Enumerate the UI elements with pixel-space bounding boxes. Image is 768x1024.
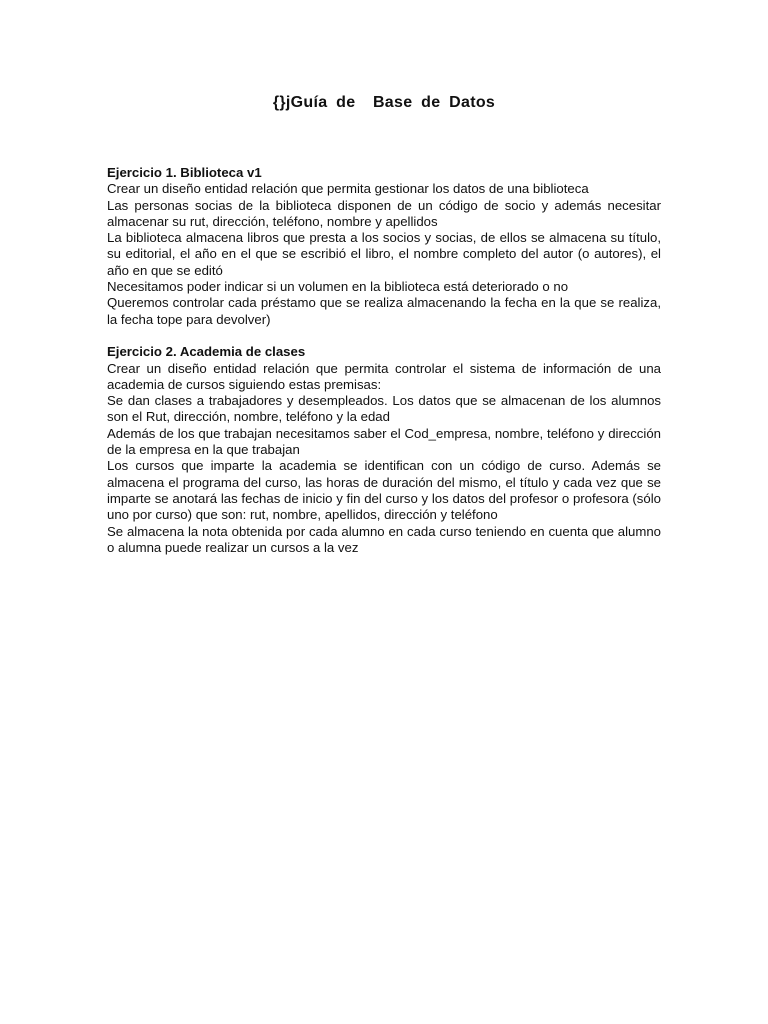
exercise-paragraph: La biblioteca almacena libros que presta a los socios y socias, de ellos se almacena su título, su editorial, el año en el que se escribió el libro, el nombre completo del autor (o autores), el año en que se editó [107, 230, 661, 278]
exercise-heading: Ejercicio 2. Academia de clases [107, 344, 306, 360]
exercise-paragraph: Además de los que trabajan necesitamos saber el Cod_empresa, nombre, teléfono y dirección de la empresa en la que trabajan [107, 425, 661, 458]
exercise-2 [107, 344, 661, 556]
exercise-1 [107, 165, 661, 328]
exercise-paragraph: Se almacena la nota obtenida por cada alumno en cada curso teniendo en cuenta que alumno o alumna puede realizar un cursos a la vez [107, 523, 661, 555]
exercise-paragraph: Crear un diseño entidad relación que permita controlar el sistema de información de una academia de cursos siguiendo estas premisas: [107, 360, 661, 392]
document-body [107, 165, 661, 572]
exercise-paragraph: Necesitamos poder indicar si un volumen en la biblioteca está deteriorado o no [107, 279, 569, 295]
document-title: {}jGuía de Base de Datos [272, 94, 496, 111]
exercise-paragraph: Los cursos que imparte la academia se identifican con un código de curso. Además se almacena el programa del curso, las horas de duración del mismo, el título y cada vez que se imparte se anotará las fechas de inicio y fin del curso y los datos del profesor o profesora (sólo uno por curso) que son: rut, nombre, apellidos, dirección y teléfono [107, 458, 661, 523]
exercise-paragraph: Las personas socias de la biblioteca disponen de un código de socio y además necesitar almacenar su rut, dirección, teléfono, nombre y apellidos [107, 197, 661, 229]
exercise-paragraph: Queremos controlar cada préstamo que se realiza almacenando la fecha en la que se realiza, la fecha tope para devolver) [107, 295, 661, 327]
exercise-heading: Ejercicio 1. Biblioteca v1 [107, 165, 262, 180]
exercise-paragraph: Se dan clases a trabajadores y desempleados. Los datos que se almacenan de los alumnos son el Rut, dirección, nombre, teléfono y la edad [107, 393, 661, 425]
exercise-paragraph: Crear un diseño entidad relación que permita gestionar los datos de una biblioteca [107, 181, 589, 197]
